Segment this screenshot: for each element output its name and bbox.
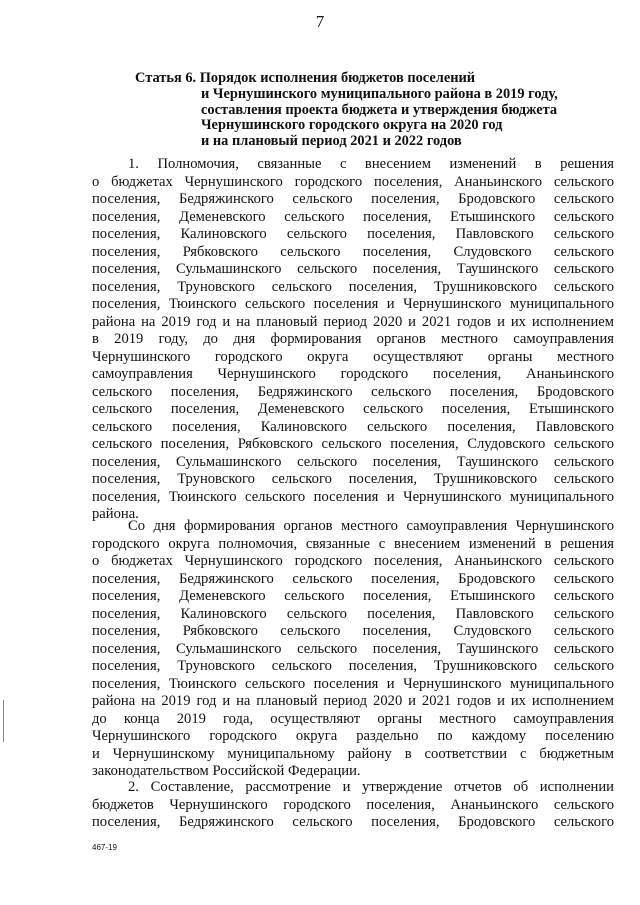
text-line: поселения, Сульмашинского сельского поселения, Таушинского сельского [92,640,614,657]
text-line: поселения, Рябковского сельского поселения, Слудовского сельского [92,243,614,260]
text-line: и Чернушинскому муниципальному району в соответствии с бюджетным [92,745,614,762]
text-line: до конца 2019 года, осуществляют органы местного самоуправления [92,710,614,727]
text-line: района на 2019 год и на плановый период 2020 и 2021 годов и их исполнением [92,313,614,330]
heading-line: и Чернушинского муниципального района в 2019 году, [201,86,558,102]
text-line: 1. Полномочия, связанные с внесением изменений в решения [128,156,614,172]
text-line: городского округа полномочия, связанные с внесением изменений в решения [92,535,614,552]
text-line: поселения, Сульмашинского сельского поселения, Таушинского сельского [92,261,614,277]
text-line: поселения, Бедряжинского сельского поселения, Бродовского сельского [92,191,614,207]
text-line: сельского поселения, Бедряжинского сельского поселения, Бродовского [92,383,614,400]
text-line: поселения, Тюинского сельского поселения и Чернушинского муниципального [92,675,614,692]
text-line: о бюджетах Чернушинского городского поселения, Ананьинского сельского [92,553,614,569]
text-line: района. [92,506,139,522]
heading-line: и на плановый период 2021 и 2022 годов [201,133,462,149]
heading-line: Чернушинского городского округа на 2020 год [201,117,503,133]
text-line: поселения, Деменевского сельского поселения, Етышинского сельского [92,588,614,604]
text-line: поселения, Бедряжинского сельского поселения, Бродовского сельского [92,814,614,830]
text-line: поселения, Рябковского сельского поселения, Слудовского сельского [92,623,614,639]
scan-edge-mark [3,700,4,742]
text-line: поселения, Труновского сельского поселения, Трушниковского сельского [92,471,614,487]
text-line: 2. Составление, рассмотрение и утверждение отчетов об исполнении [128,779,614,795]
text-line: бюджетов Чернушинского городского поселения, Ананьинского сельского [92,796,614,813]
text-line: района на 2019 год и на плановый период 2020 и 2021 годов и их исполнением [92,693,614,709]
text-line: о бюджетах Чернушинского городского поселения, Ананьинского сельского [92,173,614,190]
heading-line: составления проекта бюджета и утверждения бюджета [201,102,558,118]
text-line: самоуправления Чернушинского городского поселения, Ананьинского [92,366,614,382]
text-line: поселения, Калиновского сельского поселения, Павловского сельского [92,226,614,242]
text-line: поселения, Тюинского сельского поселения и Чернушинского муниципального [92,488,614,505]
page-number: 7 [315,12,325,31]
text-line: сельского поселения, Рябковского сельского поселения, Слудовского сельского [92,436,614,452]
text-line: в 2019 году, до дня формирования органов местного самоуправления [92,331,614,347]
text-line: поселения, Бедряжинского сельского поселения, Бродовского сельского [92,570,614,587]
text-line: Со дня формирования органов местного самоуправления Чернушинского [128,518,614,534]
text-line: поселения, Тюинского сельского поселения и Чернушинского муниципального [92,296,614,312]
text-line: поселения, Деменевского сельского поселения, Етышинского сельского [92,208,614,225]
text-line: Чернушинского городского округа раздельно по каждому поселению [92,728,614,744]
text-line: Чернушинского городского округа осуществляют органы местного [92,348,614,365]
text-line: поселения, Сульмашинского сельского поселения, Таушинского сельского [92,453,614,470]
text-line: поселения, Труновского сельского поселения, Трушниковского сельского [92,658,614,674]
text-line: сельского поселения, Калиновского сельского поселения, Павловского [92,418,614,435]
text-line: поселения, Труновского сельского поселения, Трушниковского сельского [92,278,614,295]
document-code: 467-19 [92,843,117,852]
text-line: законодательством Российской Федерации. [92,763,361,779]
text-line: поселения, Калиновского сельского поселения, Павловского сельского [92,605,614,622]
heading-line: Статья 6. Порядок исполнения бюджетов поселений [135,70,476,86]
text-line: сельского поселения, Деменевского сельского поселения, Етышинского [92,401,614,417]
